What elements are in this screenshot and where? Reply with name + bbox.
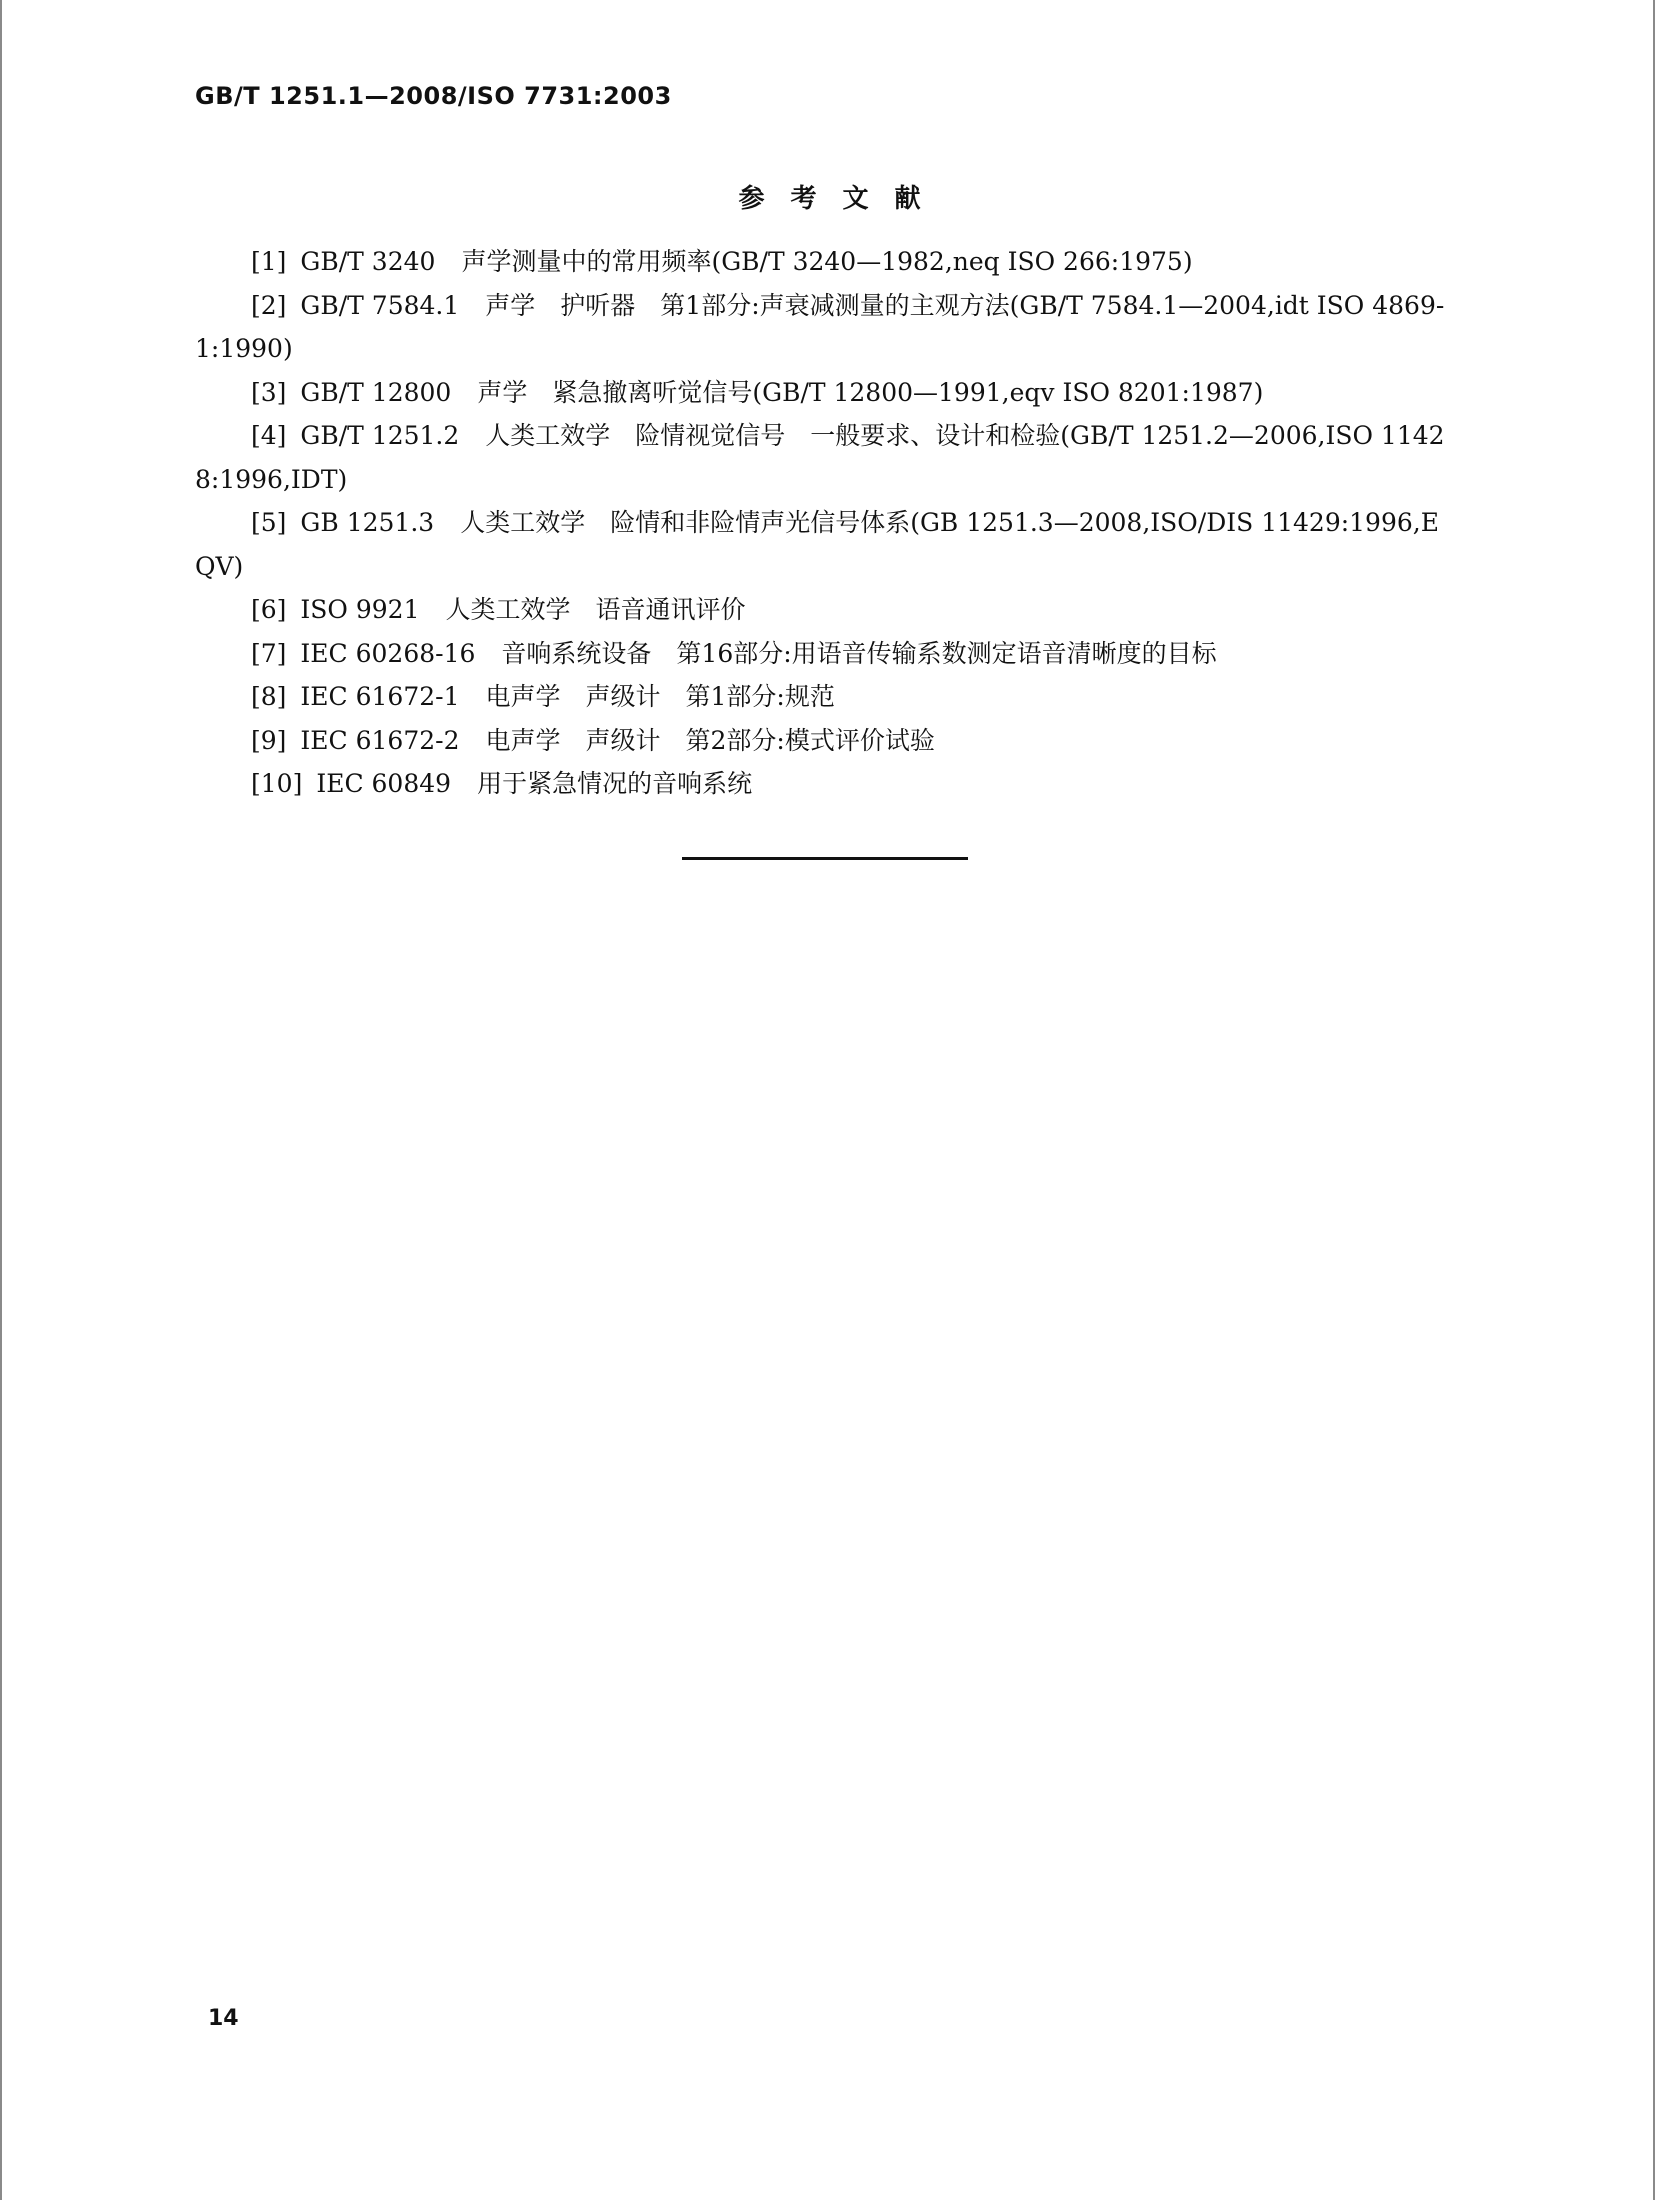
reference-code: GB/T 3240 xyxy=(300,247,436,276)
reference-number: [7] xyxy=(251,638,287,668)
reference-title: 声学 护听器 第1部分:声衰减测量的主观方法(GB/T 7584.1—2004,idt ISO 4869-1:1990) xyxy=(195,290,1445,363)
reference-number: [10] xyxy=(251,769,303,798)
reference-code: IEC 61672-1 xyxy=(300,682,460,711)
reference-code: GB/T 7584.1 xyxy=(300,290,460,320)
reference-item xyxy=(195,284,1455,371)
reference-item xyxy=(195,675,1455,719)
reference-number: [8] xyxy=(251,682,287,711)
reference-title: 音响系统设备 第16部分:用语音传输系数测定语音清晰度的目标 xyxy=(501,638,1217,668)
standard-header: GB/T 1251.1—2008/ISO 7731:2003 xyxy=(195,82,672,110)
reference-code: GB/T 12800 xyxy=(300,377,452,407)
reference-item xyxy=(195,501,1455,588)
reference-number: [4] xyxy=(251,421,287,450)
reference-title: 用于紧急情况的音响系统 xyxy=(477,769,753,798)
reference-list xyxy=(195,240,1455,806)
end-rule xyxy=(682,857,968,860)
reference-number: [3] xyxy=(251,377,287,407)
reference-code: GB/T 1251.2 xyxy=(300,421,460,450)
reference-title: 电声学 声级计 第1部分:规范 xyxy=(485,682,835,711)
reference-title: 电声学 声级计 第2部分:模式评价试验 xyxy=(485,725,935,755)
reference-number: [5] xyxy=(251,508,287,537)
reference-title: 声学测量中的常用频率(GB/T 3240—1982,neq ISO 266:1975) xyxy=(461,247,1193,276)
reference-item xyxy=(195,371,1455,415)
reference-code: IEC 60268-16 xyxy=(300,638,476,668)
reference-code: ISO 9921 xyxy=(300,595,420,624)
reference-number: [1] xyxy=(251,247,287,276)
reference-code: GB 1251.3 xyxy=(300,508,435,537)
reference-title: 声学 紧急撤离听觉信号(GB/T 12800—1991,eqv ISO 8201:1987) xyxy=(477,377,1264,407)
reference-item xyxy=(195,632,1455,676)
reference-code: IEC 60849 xyxy=(316,769,452,798)
section-title: 参考文献 xyxy=(738,184,947,214)
reference-title: 人类工效学 险情视觉信号 一般要求、设计和检验(GB/T 1251.2—2006,ISO 11428:1996,IDT) xyxy=(195,421,1445,494)
reference-item xyxy=(195,240,1455,284)
reference-number: [6] xyxy=(251,595,287,624)
reference-item xyxy=(195,719,1455,763)
reference-title: 人类工效学 语音通讯评价 xyxy=(445,595,746,624)
reference-item xyxy=(195,588,1455,632)
page-number: 14 xyxy=(208,2006,239,2031)
reference-item xyxy=(195,414,1455,501)
reference-number: [2] xyxy=(251,290,287,320)
reference-code: IEC 61672-2 xyxy=(300,725,460,755)
reference-item xyxy=(195,762,1455,806)
reference-title: 人类工效学 险情和非险情声光信号体系(GB 1251.3—2008,ISO/DIS 11429:1996,EQV) xyxy=(195,508,1439,581)
reference-number: [9] xyxy=(251,725,287,755)
